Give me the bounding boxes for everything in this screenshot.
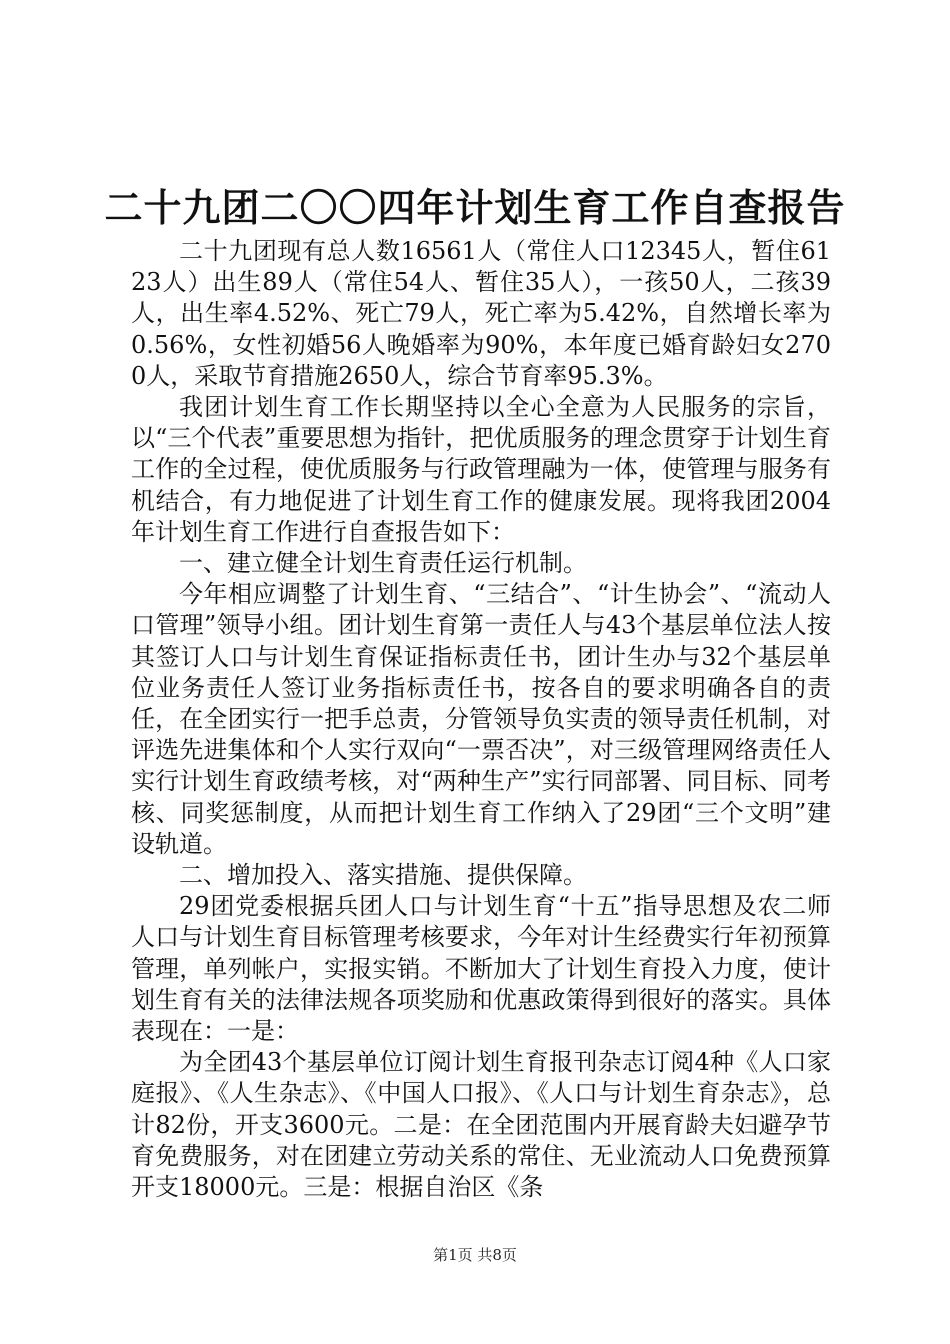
paragraph-overview: 我团计划生育工作长期坚持以全心全意为人民服务的宗旨，以“三个代表”重要思想为指针，把优质服务的理念贯穿于计划生育工作的全过程，使优质服务与行政管理融为一体，使管理与服务有机结合，有力地促进了计划生育工作的健康发展。现将我团2004年计划生育工作进行自查报告如下： bbox=[131, 393, 831, 546]
page-number-footer: 第1页 共8页 bbox=[433, 1246, 517, 1264]
section-heading-2: 二、增加投入、落实措施、提供保障。 bbox=[179, 861, 587, 890]
paragraph-funding: 29团党委根据兵团人口与计划生育“十五”指导思想及农二师人口与计划生育目标管理考核要求，今年对计生经费实行年初预算管理，单列帐户，实报实销。不断加大了计划生育投入力度，使计划生育有关的法律法规各项奖励和优惠政策得到很好的落实。具体表现在：一是： bbox=[131, 892, 831, 1046]
section-heading-1: 一、建立健全计划生育责任运行机制。 bbox=[179, 549, 587, 578]
paragraph-measures: 为全团43个基层单位订阅计划生育报刊杂志订阅4种《人口家庭报》、《人生杂志》、《中国人口报》、《人口与计划生育杂志》，总计82份，开支3600元。二是：在全团范围内开展育龄夫妇避孕节育免费服务，对在团建立劳动关系的常住、无业流动人口免费预算开支18000元。三是：根据自治区《条 bbox=[131, 1048, 831, 1202]
document-title: 二十九团二〇〇四年计划生育工作自查报告 bbox=[104, 185, 846, 230]
paragraph-population-stats: 二十九团现有总人数16561人（常住人口12345人，暂住6123人）出生89人（常住54人、暂住35人），一孩50人，二孩39人，出生率4.52%、死亡79人，死亡率为5.42%，自然增长率为0.56%，女性初婚56人晚婚率为90%，本年度已婚育龄妇女2700人，采取节育措施2650人，综合节育率95.3%。 bbox=[131, 237, 831, 390]
document-body bbox=[131, 236, 831, 1203]
paragraph-responsibility: 今年相应调整了计划生育、“三结合”、“计生协会”、“流动人口管理”领导小组。团计划生育第一责任人与43个基层单位法人按其签订人口与计划生育保证指标责任书，团计生办与32个基层单位业务责任人签订业务指标责任书，按各自的要求明确各自的责任，在全团实行一把手总责，分管领导负实责的领导责任机制，对评选先进集体和个人实行双向“一票否决”，对三级管理网络责任人实行计划生育政绩考核，对“两种生产”实行同部署、同目标、同考核、同奖惩制度，从而把计划生育工作纳入了29团“三个文明”建设轨道。 bbox=[131, 580, 831, 858]
